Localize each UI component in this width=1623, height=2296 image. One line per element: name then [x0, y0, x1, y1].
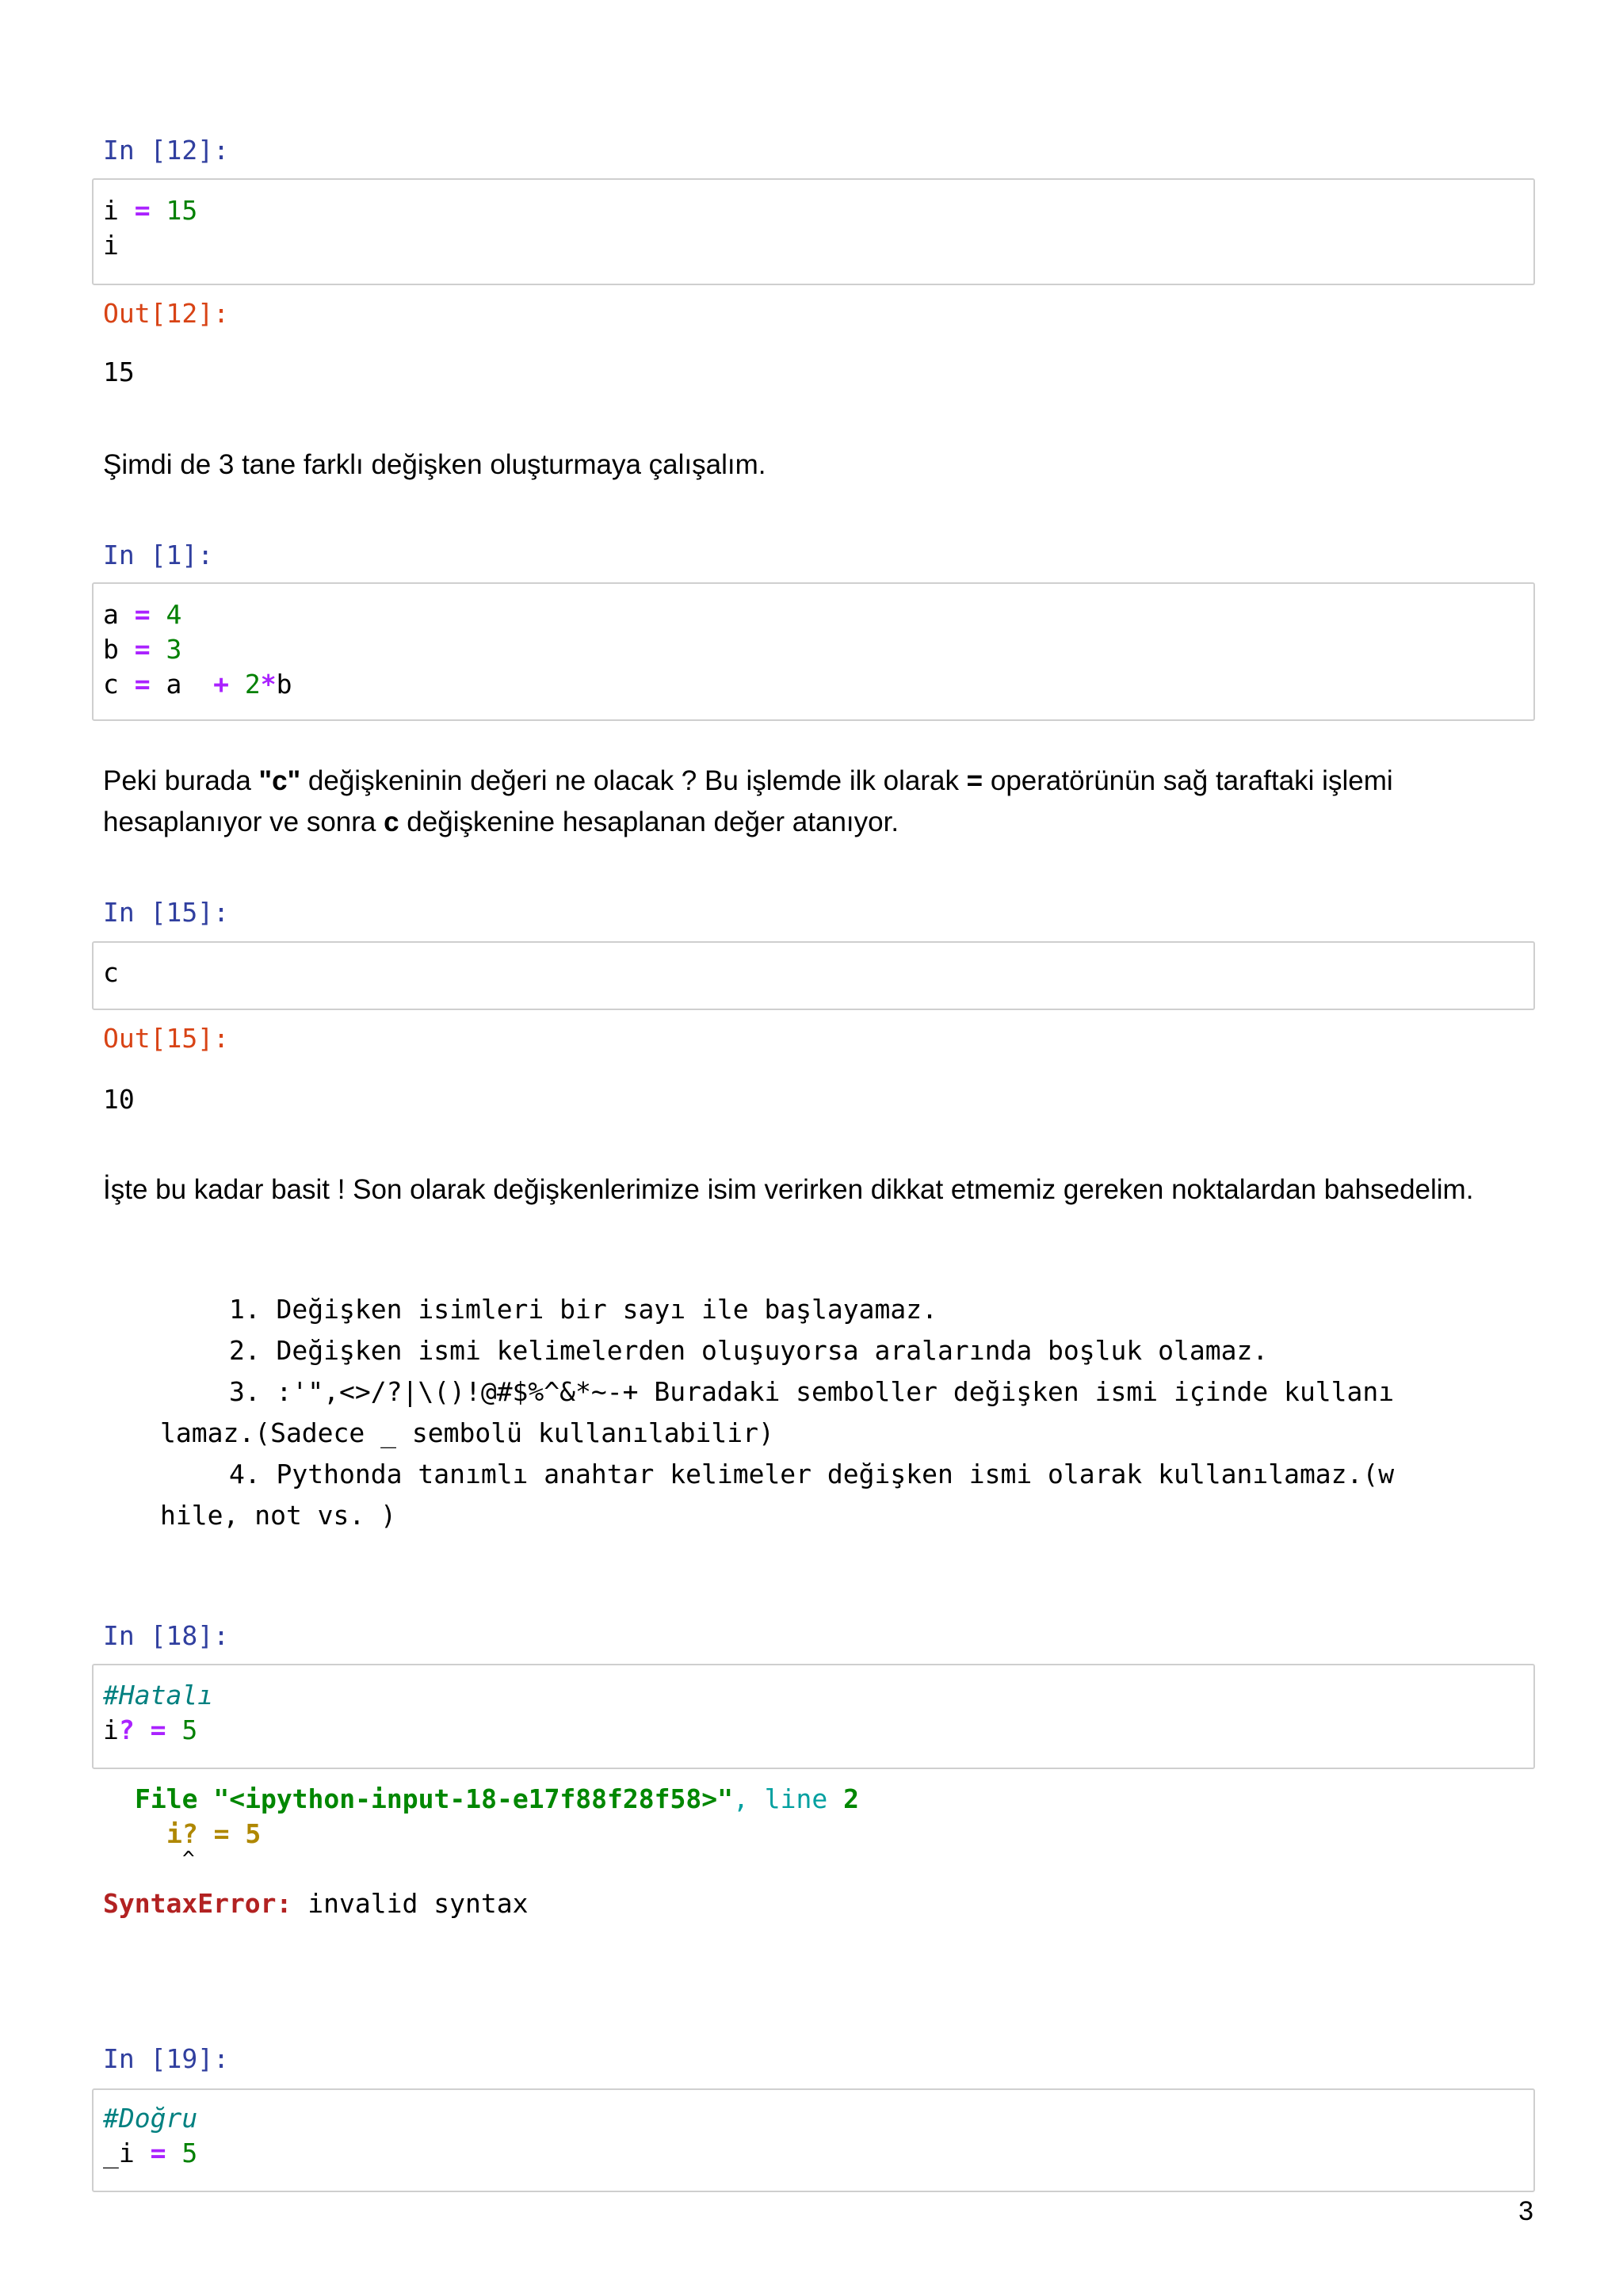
code-line: a = 4	[103, 599, 182, 630]
code-cell-19[interactable]	[92, 2088, 1535, 2192]
rule-line: 2. Değişken ismi kelimelerden oluşuyorsa aralarında boşluk olamaz.	[103, 1335, 1269, 1366]
rule-line: 1. Değişken isimleri bir sayı ile başlayamaz.	[103, 1294, 938, 1325]
code-cell-1[interactable]	[92, 582, 1535, 721]
code-line: i	[103, 230, 119, 261]
code-line: b = 3	[103, 634, 182, 665]
markdown-paragraph: İşte bu kadar basit ! Son olarak değişkenlerimize isim verirken dikkat etmemiz gereken noktalardan bahsedelim.	[103, 1174, 1474, 1205]
out-prompt-12: Out[12]:	[103, 298, 229, 329]
in-prompt-19: In [19]:	[103, 2043, 229, 2074]
in-prompt-1: In [1]:	[103, 540, 214, 570]
out-prompt-15: Out[15]:	[103, 1023, 229, 1054]
markdown-paragraph: Şimdi de 3 tane farklı değişken oluşturmaya çalışalım.	[103, 449, 766, 480]
code-line: i = 15	[103, 195, 198, 226]
code-cell-18[interactable]	[92, 1664, 1535, 1769]
rule-line: 3. :'",<>/?|\()!@#$%^&*~-+ Buradaki semboller değişken ismi içinde kullanı	[103, 1376, 1395, 1407]
output-12: 15	[103, 357, 135, 387]
code-line: c	[103, 957, 119, 988]
code-line: _i = 5	[103, 2138, 198, 2168]
traceback-code-line: i? = 5	[166, 1818, 262, 1849]
in-prompt-15: In [15]:	[103, 897, 229, 928]
traceback-file-line: File "<ipython-input-18-e17f88f28f58>", line 2	[135, 1783, 859, 1814]
rule-line: hile, not vs. )	[160, 1500, 397, 1531]
traceback-caret: ^	[182, 1848, 195, 1871]
in-prompt-12: In [12]:	[103, 135, 229, 166]
traceback-error: SyntaxError: invalid syntax	[103, 1888, 529, 1919]
code-cell-15[interactable]	[92, 941, 1535, 1010]
rule-line: lamaz.(Sadece _ sembolü kullanılabilir)	[160, 1417, 774, 1448]
output-15: 10	[103, 1084, 135, 1115]
code-line: c = a + 2*b	[103, 669, 292, 700]
markdown-paragraph: Peki burada "c" değişkeninin değeri ne olacak ? Bu işlemde ilk olarak = operatörünün sağ taraftaki işlemi hesaplanıyor ve sonra c değişkenine hesaplanan değer atanıyor.	[103, 765, 1393, 837]
page-number: 3	[1518, 2196, 1533, 2226]
in-prompt-18: In [18]:	[103, 1620, 229, 1651]
code-line: i? = 5	[103, 1714, 198, 1745]
code-cell-12[interactable]	[92, 178, 1535, 285]
rule-line: 4. Pythonda tanımlı anahtar kelimeler değişken ismi olarak kullanılamaz.(w	[103, 1459, 1395, 1489]
code-comment: #Doğru	[103, 2103, 198, 2134]
code-comment: #Hatalı	[103, 1680, 214, 1711]
